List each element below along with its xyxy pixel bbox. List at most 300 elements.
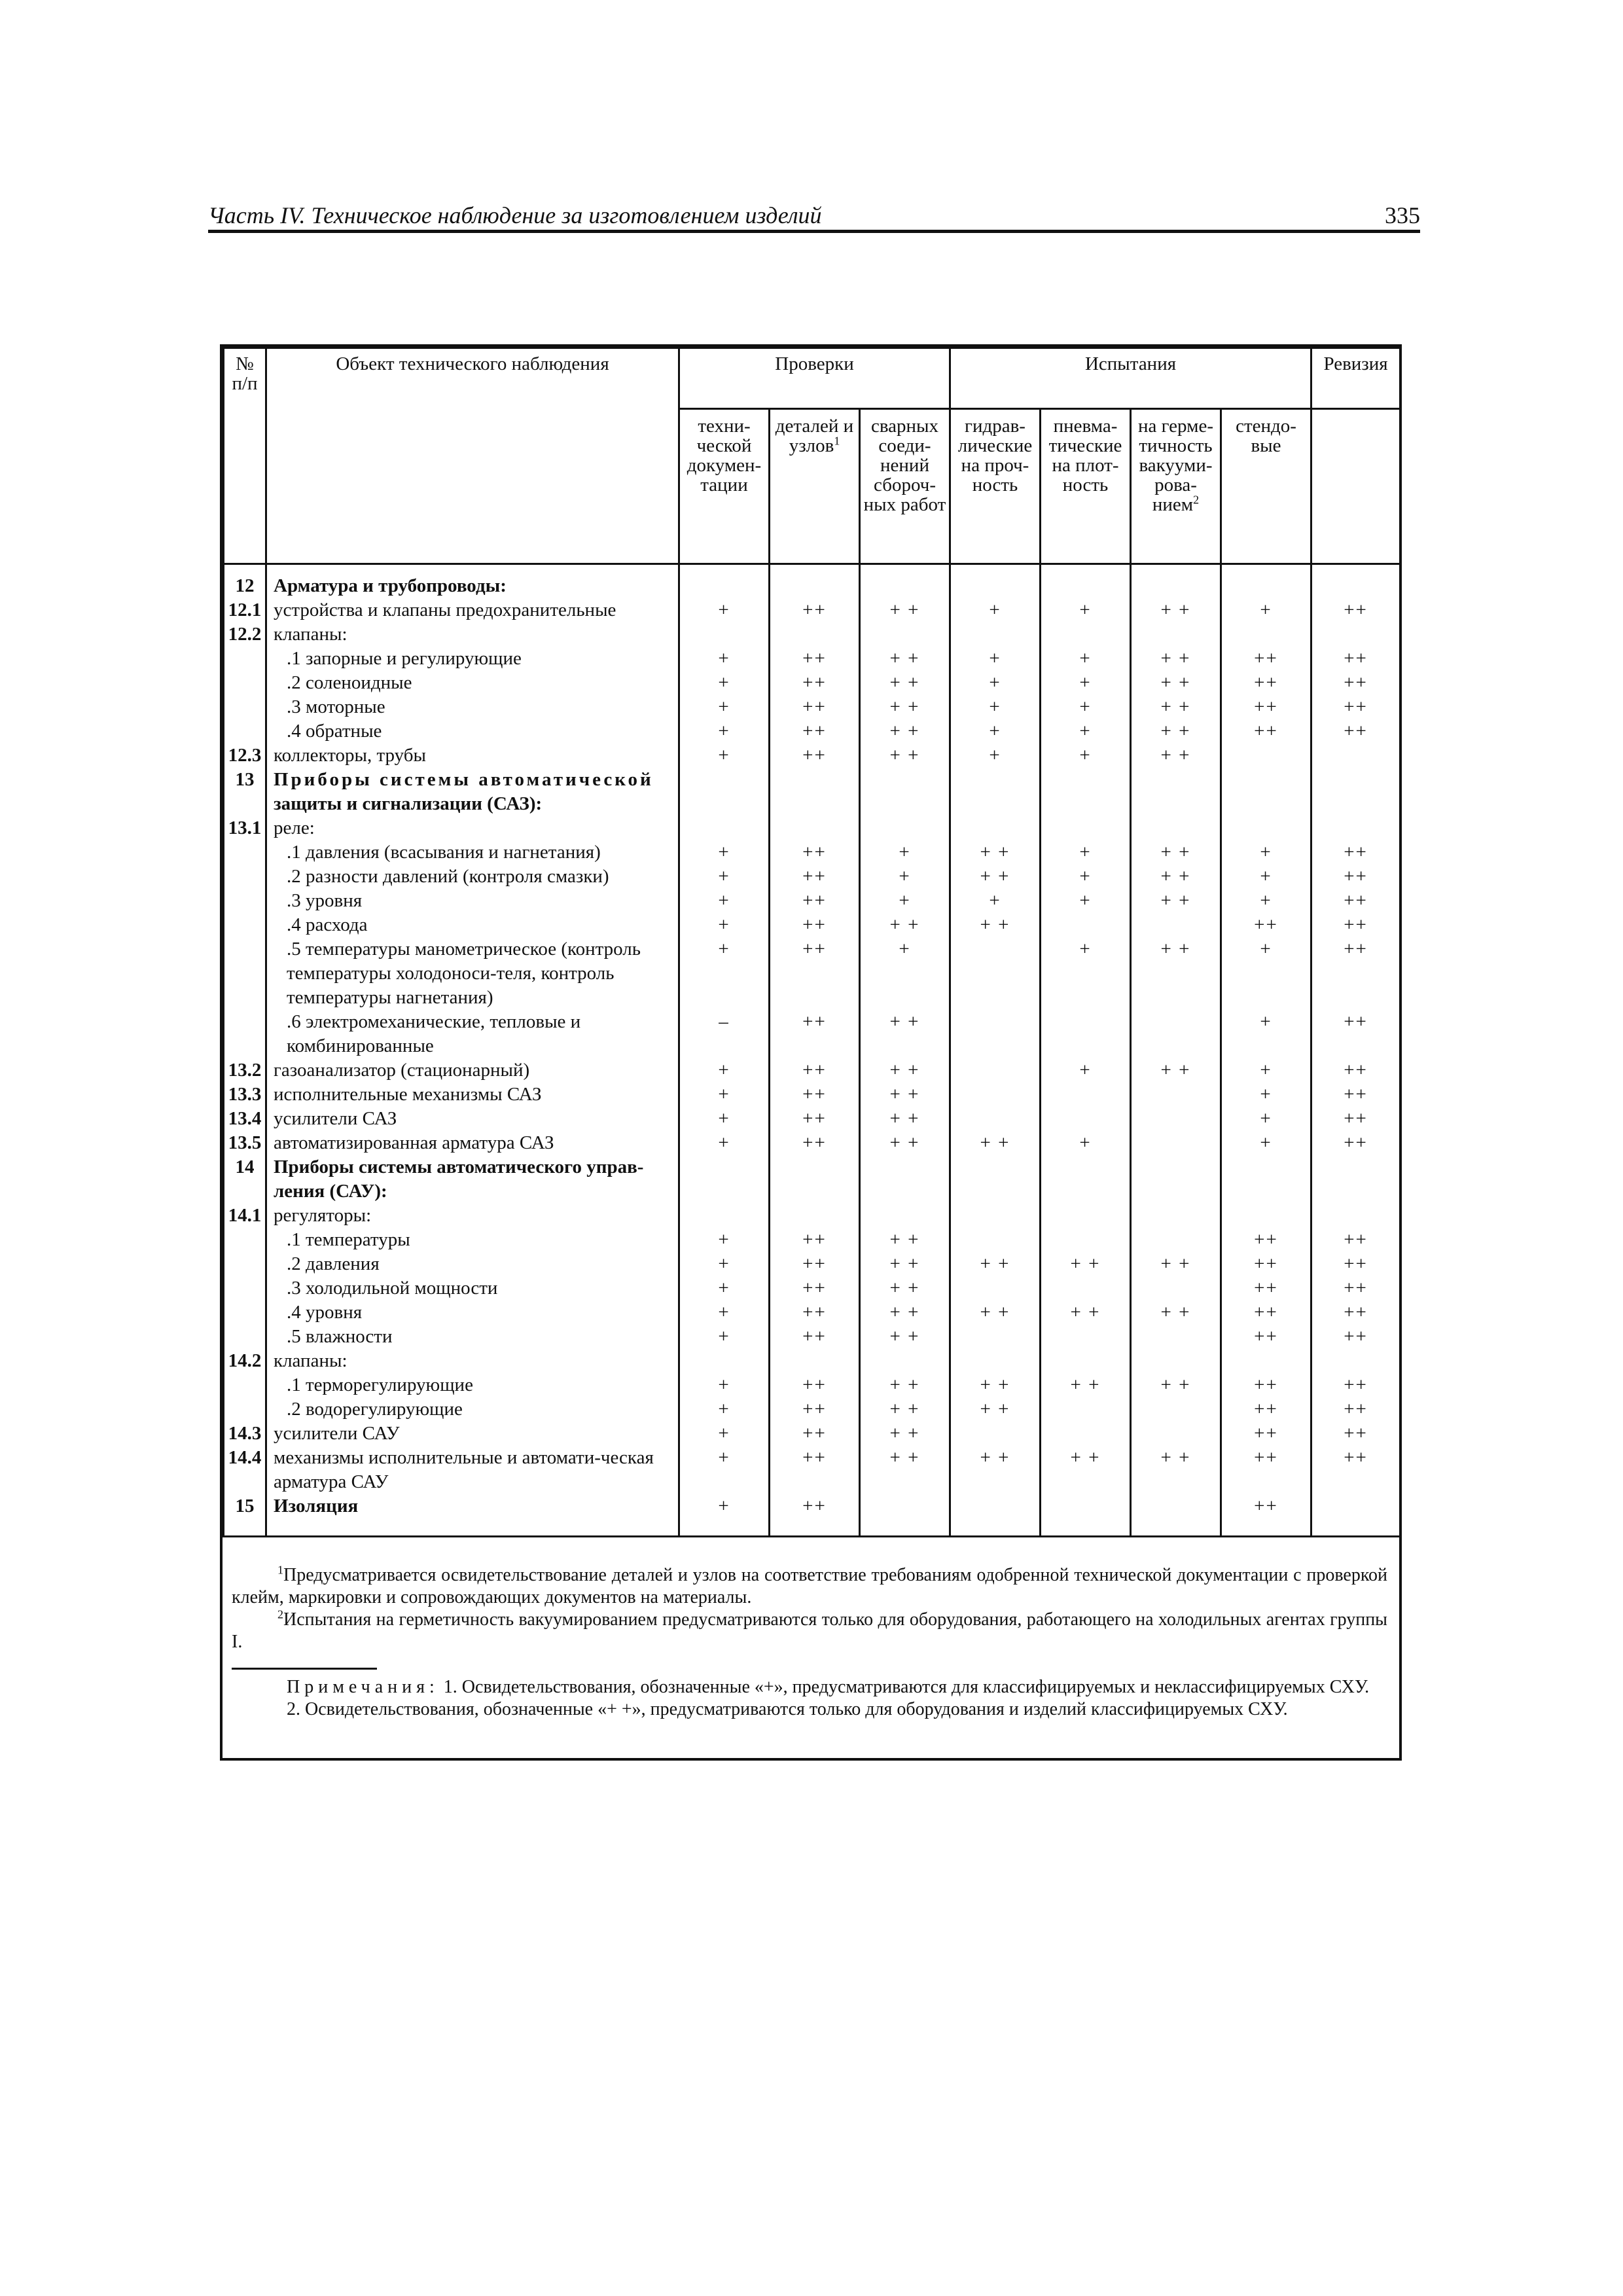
row-mark: + — [950, 744, 1041, 768]
row-mark: + + — [1131, 695, 1221, 719]
row-mark — [1311, 1204, 1400, 1228]
row-mark: + + — [1131, 1252, 1221, 1276]
table-row — [224, 913, 1400, 937]
table-row — [224, 1397, 1400, 1422]
col-revision-blank — [1311, 409, 1400, 564]
row-mark: + + — [1131, 598, 1221, 622]
remark-1 — [232, 1676, 1387, 1698]
row-object: .5 температуры манометрическое (контроль температуры холодоноси-теля, контроль температуры нагнетания) — [266, 937, 679, 1010]
table-row — [224, 1058, 1400, 1083]
row-mark — [1041, 1083, 1131, 1107]
row-mark: + — [679, 1373, 770, 1397]
row-mark — [770, 816, 860, 840]
row-mark — [1041, 1010, 1131, 1058]
col-tests-header: Испытания — [950, 348, 1311, 409]
table-row — [224, 768, 1400, 816]
row-mark: + — [1041, 840, 1131, 865]
row-mark: ++ — [1311, 1131, 1400, 1155]
row-mark: + — [679, 1325, 770, 1349]
row-mark: + — [1041, 865, 1131, 889]
row-mark: + + — [1131, 1446, 1221, 1494]
row-mark — [1311, 744, 1400, 768]
row-mark: + — [950, 598, 1041, 622]
running-title: Часть IV. Техническое наблюдение за изготовлением изделий — [208, 202, 822, 228]
row-number: 13.4 — [224, 1107, 266, 1131]
row-mark — [860, 564, 950, 599]
row-mark: ++ — [770, 913, 860, 937]
row-mark: ++ — [770, 865, 860, 889]
row-number — [224, 695, 266, 719]
table-row — [224, 1155, 1400, 1204]
row-mark: ++ — [1311, 1107, 1400, 1131]
row-object: устройства и клапаны предохранительные — [266, 598, 679, 622]
row-mark: ++ — [770, 1300, 860, 1325]
remark-2: 2. Освидетельствования, обозначенные «+ +», предусматриваются только для оборудования и изделий классифицируемых СХУ. — [287, 1699, 1288, 1719]
row-mark: ++ — [770, 1107, 860, 1131]
row-mark: + — [679, 840, 770, 865]
row-mark: + + — [950, 1131, 1041, 1155]
row-mark — [1041, 768, 1131, 816]
row-mark — [1041, 816, 1131, 840]
row-mark: + — [1221, 865, 1311, 889]
row-mark — [1221, 564, 1311, 599]
row-mark — [950, 1107, 1041, 1131]
table-row — [224, 1349, 1400, 1373]
row-mark: ++ — [770, 1446, 860, 1494]
row-mark — [1311, 768, 1400, 816]
table-row — [224, 564, 1400, 599]
row-mark: ++ — [770, 937, 860, 1010]
row-mark — [679, 1155, 770, 1204]
row-mark: + + — [860, 1300, 950, 1325]
table-head — [224, 348, 1400, 564]
row-object: усилители САУ — [266, 1422, 679, 1446]
footnote-1-mark: 1 — [277, 1563, 283, 1577]
row-object: клапаны: — [266, 1349, 679, 1373]
row-mark: + — [679, 1083, 770, 1107]
row-mark: ++ — [770, 719, 860, 744]
row-mark — [1221, 768, 1311, 816]
row-object: .4 уровня — [266, 1300, 679, 1325]
row-number — [224, 1397, 266, 1422]
row-mark: + — [679, 719, 770, 744]
row-mark: ++ — [1311, 1325, 1400, 1349]
row-mark — [950, 768, 1041, 816]
row-mark — [1221, 1204, 1311, 1228]
row-mark — [1041, 1204, 1131, 1228]
row-mark — [1311, 1349, 1400, 1373]
table-row — [224, 937, 1400, 1010]
row-mark — [770, 1155, 860, 1204]
table-row — [224, 1107, 1400, 1131]
row-mark — [1311, 1155, 1400, 1204]
row-mark: + + — [1131, 937, 1221, 1010]
row-mark — [1041, 1422, 1131, 1446]
row-mark — [1131, 1083, 1221, 1107]
row-mark — [1131, 564, 1221, 599]
row-mark: + + — [1131, 719, 1221, 744]
row-number: 13.3 — [224, 1083, 266, 1107]
row-mark: ++ — [1311, 1228, 1400, 1252]
row-mark — [679, 1349, 770, 1373]
row-mark: + — [1221, 937, 1311, 1010]
row-number — [224, 865, 266, 889]
row-mark: + + — [950, 1252, 1041, 1276]
row-mark — [950, 622, 1041, 647]
row-mark: – — [679, 1010, 770, 1058]
row-object: клапаны: — [266, 622, 679, 647]
row-mark: ++ — [1311, 913, 1400, 937]
row-number: 14 — [224, 1155, 266, 1204]
row-mark: + — [1041, 647, 1131, 671]
row-mark: ++ — [1311, 647, 1400, 671]
row-object-line-2: защиты и сигнализации (САЗ): — [274, 793, 543, 814]
row-mark — [1221, 622, 1311, 647]
row-mark: ++ — [770, 1397, 860, 1422]
row-mark: + — [1221, 1083, 1311, 1107]
row-mark: + + — [1131, 840, 1221, 865]
row-mark — [1041, 913, 1131, 937]
row-mark: + + — [860, 1276, 950, 1300]
row-mark: ++ — [1311, 1252, 1400, 1276]
row-object: механизмы исполнительные и автомати-ческая арматура САУ — [266, 1446, 679, 1494]
row-mark — [1131, 622, 1221, 647]
table-row — [224, 889, 1400, 913]
row-mark: + — [679, 1397, 770, 1422]
table-row — [224, 1083, 1400, 1107]
row-number — [224, 1252, 266, 1276]
row-number — [224, 913, 266, 937]
row-mark: + + — [1041, 1300, 1131, 1325]
row-mark: ++ — [770, 671, 860, 695]
row-mark: + — [950, 647, 1041, 671]
row-mark: ++ — [1311, 1300, 1400, 1325]
row-number: 12.3 — [224, 744, 266, 768]
row-mark: + — [679, 671, 770, 695]
row-mark — [770, 622, 860, 647]
row-number — [224, 937, 266, 1010]
row-mark — [1041, 564, 1131, 599]
table-row — [224, 1010, 1400, 1058]
row-mark: + + — [1041, 1373, 1131, 1397]
row-number — [224, 671, 266, 695]
row-mark: + + — [1131, 865, 1221, 889]
row-mark — [1131, 1325, 1221, 1349]
col-object-header: Объект технического наблюдения — [266, 348, 679, 564]
row-mark: + + — [1131, 1300, 1221, 1325]
table-row — [224, 695, 1400, 719]
col-pneumatic-header: пневма-тические на плот-ность — [1041, 409, 1131, 564]
row-number: 13.1 — [224, 816, 266, 840]
row-mark — [1131, 1204, 1221, 1228]
row-mark — [1131, 1010, 1221, 1058]
col-vacuum-header — [1131, 409, 1221, 564]
col-tech-docs-header: техни-ческой докумен-тации — [679, 409, 770, 564]
row-mark — [679, 564, 770, 599]
row-mark: ++ — [1311, 671, 1400, 695]
row-mark: + — [1221, 1058, 1311, 1083]
row-mark: ++ — [770, 744, 860, 768]
row-mark: ++ — [770, 840, 860, 865]
row-mark: + — [1041, 1058, 1131, 1083]
row-mark — [950, 1204, 1041, 1228]
row-mark: ++ — [1221, 719, 1311, 744]
row-mark — [1131, 1494, 1221, 1537]
row-mark — [679, 622, 770, 647]
row-mark — [950, 1083, 1041, 1107]
row-object: .6 электромеханические, тепловые и комбинированные — [266, 1010, 679, 1058]
row-mark: ++ — [1311, 1058, 1400, 1083]
row-object: реле: — [266, 816, 679, 840]
row-mark: + + — [1131, 647, 1221, 671]
row-mark — [1311, 622, 1400, 647]
row-mark: ++ — [1221, 695, 1311, 719]
row-object: Приборы системы автоматического управ-ления (САУ): — [266, 1155, 679, 1204]
row-object: .1 температуры — [266, 1228, 679, 1252]
row-mark: + — [950, 719, 1041, 744]
row-object: Арматура и трубопроводы: — [266, 564, 679, 599]
col-parts-label: деталей и узлов — [775, 416, 854, 456]
row-object: .3 уровня — [266, 889, 679, 913]
row-mark — [1131, 1349, 1221, 1373]
row-number — [224, 1373, 266, 1397]
row-mark: ++ — [770, 647, 860, 671]
table-row — [224, 1494, 1400, 1537]
row-mark: ++ — [1311, 1083, 1400, 1107]
row-mark: + + — [1131, 1373, 1221, 1397]
row-mark — [950, 564, 1041, 599]
row-mark: + + — [860, 1397, 950, 1422]
row-mark: + + — [860, 1083, 950, 1107]
row-mark: ++ — [1311, 598, 1400, 622]
table-row — [224, 671, 1400, 695]
table-row — [224, 647, 1400, 671]
row-mark — [950, 1494, 1041, 1537]
table-row — [224, 840, 1400, 865]
row-mark: + + — [860, 671, 950, 695]
row-number: 14.4 — [224, 1446, 266, 1494]
row-mark: + — [679, 889, 770, 913]
row-number: 15 — [224, 1494, 266, 1537]
footnote-2-text: Испытания на герметичность вакуумированием предусматриваются только для оборудования, работающего на холодильных агентах группы I. — [232, 1609, 1387, 1652]
row-mark — [1041, 1397, 1131, 1422]
footnote-2 — [232, 1609, 1387, 1653]
row-mark: + + — [860, 1325, 950, 1349]
table-row — [224, 1228, 1400, 1252]
row-mark: + + — [860, 647, 950, 671]
row-number: 13.2 — [224, 1058, 266, 1083]
row-mark: + — [1041, 937, 1131, 1010]
row-mark: + + — [950, 1300, 1041, 1325]
row-mark: ++ — [770, 1373, 860, 1397]
row-mark: ++ — [1311, 937, 1400, 1010]
remarks-label: Примечания: — [287, 1677, 439, 1697]
row-mark: ++ — [770, 1083, 860, 1107]
row-mark: + + — [950, 840, 1041, 865]
row-mark: ++ — [770, 598, 860, 622]
row-mark: + + — [860, 1373, 950, 1397]
row-mark: + + — [950, 1397, 1041, 1422]
row-object: .2 разности давлений (контроля смазки) — [266, 865, 679, 889]
row-mark: ++ — [770, 1228, 860, 1252]
row-mark: + — [860, 840, 950, 865]
row-mark — [1131, 816, 1221, 840]
page-number: 335 — [1385, 202, 1420, 228]
row-mark: + + — [860, 1131, 950, 1155]
row-mark: ++ — [1221, 1276, 1311, 1300]
row-mark: + — [1041, 889, 1131, 913]
col-parts-header — [770, 409, 860, 564]
row-mark: ++ — [770, 1276, 860, 1300]
row-number: 14.2 — [224, 1349, 266, 1373]
row-mark — [1131, 1155, 1221, 1204]
row-mark — [1311, 816, 1400, 840]
row-object: .2 соленоидные — [266, 671, 679, 695]
table-row — [224, 865, 1400, 889]
row-mark: + + — [1041, 1446, 1131, 1494]
row-mark: + — [679, 1058, 770, 1083]
row-mark: + — [679, 1276, 770, 1300]
row-mark: + — [679, 937, 770, 1010]
row-mark: ++ — [1221, 1325, 1311, 1349]
row-mark: ++ — [1221, 1446, 1311, 1494]
row-mark — [1041, 1228, 1131, 1252]
row-number — [224, 1228, 266, 1252]
row-number: 12 — [224, 564, 266, 599]
table-frame — [220, 344, 1402, 1761]
row-mark — [950, 1349, 1041, 1373]
table-row — [224, 1204, 1400, 1228]
row-mark — [1131, 913, 1221, 937]
row-mark — [770, 1204, 860, 1228]
row-object: .2 водорегулирующие — [266, 1397, 679, 1422]
row-object: газоанализатор (стационарный) — [266, 1058, 679, 1083]
row-number — [224, 889, 266, 913]
row-mark: ++ — [770, 1131, 860, 1155]
row-mark — [770, 768, 860, 816]
row-number — [224, 719, 266, 744]
row-mark — [950, 937, 1041, 1010]
row-mark: ++ — [1221, 1397, 1311, 1422]
notes-separator — [232, 1668, 377, 1670]
row-mark: + — [1041, 719, 1131, 744]
row-mark: ++ — [1311, 1446, 1400, 1494]
row-mark: ++ — [1221, 1300, 1311, 1325]
row-object: коллекторы, трубы — [266, 744, 679, 768]
row-mark: + + — [1131, 1058, 1221, 1083]
row-object: .4 обратные — [266, 719, 679, 744]
row-mark: ++ — [1221, 1228, 1311, 1252]
row-mark: ++ — [1221, 1373, 1311, 1397]
table-row — [224, 1131, 1400, 1155]
row-object: .4 расхода — [266, 913, 679, 937]
row-mark: + + — [860, 695, 950, 719]
row-mark: + — [950, 889, 1041, 913]
row-mark: + — [860, 937, 950, 1010]
col-revision-header: Ревизия — [1311, 348, 1400, 409]
header-rule — [208, 230, 1420, 233]
row-mark — [950, 1325, 1041, 1349]
row-mark: ++ — [1311, 1422, 1400, 1446]
row-mark — [1131, 1131, 1221, 1155]
table-row — [224, 1446, 1400, 1494]
row-object: .5 влажности — [266, 1325, 679, 1349]
row-mark: ++ — [1221, 1494, 1311, 1537]
row-mark: + — [679, 913, 770, 937]
row-mark: + — [1041, 671, 1131, 695]
row-mark: + + — [1131, 889, 1221, 913]
col-checks-header: Проверки — [679, 348, 950, 409]
row-mark: + + — [950, 1373, 1041, 1397]
row-mark: + — [679, 1107, 770, 1131]
row-object-line-1: Приборы системы автоматической — [274, 769, 654, 790]
row-number: 13.5 — [224, 1131, 266, 1155]
row-mark: + — [679, 1300, 770, 1325]
row-mark — [950, 1276, 1041, 1300]
row-mark: + — [1041, 744, 1131, 768]
table-row — [224, 1252, 1400, 1276]
row-number — [224, 1010, 266, 1058]
footnote-2-mark: 2 — [277, 1607, 283, 1621]
row-number: 12.2 — [224, 622, 266, 647]
footnotes — [232, 1564, 1387, 1721]
row-mark — [679, 816, 770, 840]
row-mark: ++ — [1311, 1276, 1400, 1300]
row-mark — [770, 564, 860, 599]
row-mark: ++ — [770, 1325, 860, 1349]
row-mark: ++ — [1311, 1373, 1400, 1397]
row-object: .3 холодильной мощности — [266, 1276, 679, 1300]
row-mark: + + — [860, 598, 950, 622]
row-mark — [1221, 1155, 1311, 1204]
row-mark — [1131, 1422, 1221, 1446]
row-mark: + + — [860, 913, 950, 937]
row-mark: + — [950, 671, 1041, 695]
row-object: Изоляция — [266, 1494, 679, 1537]
row-mark: + + — [950, 1446, 1041, 1494]
row-mark: ++ — [770, 1494, 860, 1537]
table-row — [224, 1300, 1400, 1325]
row-mark — [950, 1422, 1041, 1446]
row-object: .3 моторные — [266, 695, 679, 719]
row-mark: + — [679, 1422, 770, 1446]
row-mark: + + — [860, 1010, 950, 1058]
row-mark — [950, 1155, 1041, 1204]
page-header — [208, 196, 1420, 233]
row-number: 14.1 — [224, 1204, 266, 1228]
row-mark: ++ — [770, 1252, 860, 1276]
row-mark — [950, 1010, 1041, 1058]
row-mark: + — [1041, 1131, 1131, 1155]
row-mark: ++ — [1311, 840, 1400, 865]
row-number — [224, 1300, 266, 1325]
row-mark — [1131, 1228, 1221, 1252]
row-mark — [1041, 1349, 1131, 1373]
row-mark: + + — [860, 1107, 950, 1131]
row-mark: + — [679, 1494, 770, 1537]
table-row — [224, 1422, 1400, 1446]
row-mark: + — [679, 1131, 770, 1155]
row-mark: + — [1041, 695, 1131, 719]
row-mark — [1131, 1107, 1221, 1131]
footnote-1 — [232, 1564, 1387, 1609]
row-mark: ++ — [1221, 1252, 1311, 1276]
row-mark — [950, 1228, 1041, 1252]
row-mark: + — [1221, 1131, 1311, 1155]
col-welded-header: сварных соеди-нений сбороч-ных работ — [860, 409, 950, 564]
row-object: .1 давления (всасывания и нагнетания) — [266, 840, 679, 865]
row-mark: ++ — [1311, 865, 1400, 889]
